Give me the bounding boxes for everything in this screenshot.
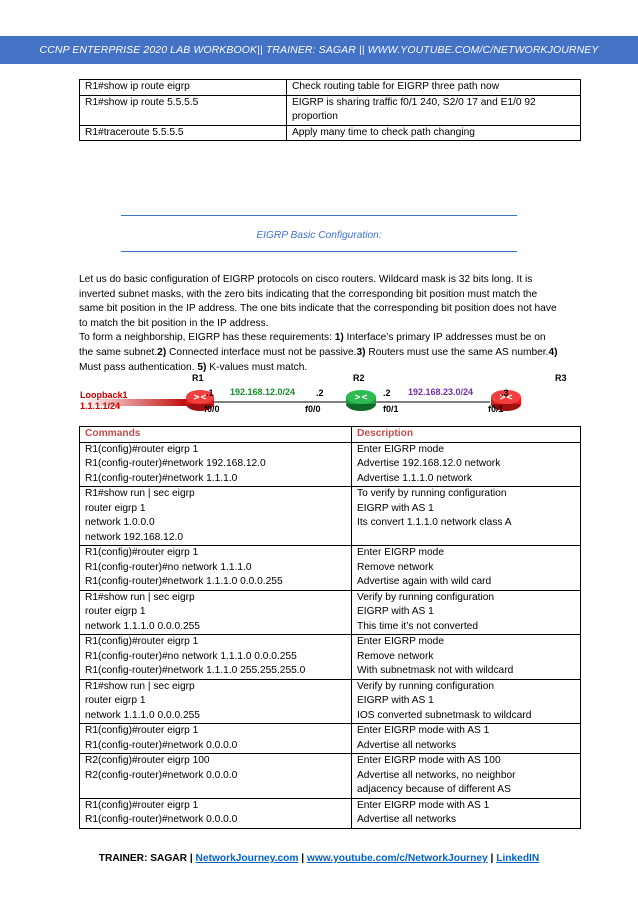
commands-cell-line: R1(config-router)#no network 1.1.1.0 0.0.0.255 bbox=[85, 650, 297, 662]
commands-cell-line: R2(config)#router eigrp 100 bbox=[85, 755, 210, 766]
commands-cell-line: R1#show run | sec eigrp bbox=[85, 488, 195, 499]
section-rule-bottom bbox=[121, 251, 517, 252]
section-title: EIGRP Basic Configuration: bbox=[256, 230, 382, 241]
r1-interface: f0/0 bbox=[204, 404, 220, 414]
router-r3-label: R3 bbox=[555, 373, 567, 383]
description-cell-line: Advertise all networks bbox=[357, 814, 457, 825]
commands-cell bbox=[80, 487, 352, 546]
header-description: Description bbox=[352, 427, 581, 443]
commands-cell-line: R1(config-router)#network 1.1.1.0 0.0.0.255 bbox=[85, 576, 283, 587]
command-cell: R1#show ip route eigrp bbox=[80, 80, 287, 96]
description-cell-line: EIGRP with AS 1 bbox=[357, 502, 434, 514]
r1-host-id: .1 bbox=[206, 388, 214, 398]
description-cell-line: Its convert 1.1.1.0 network class A bbox=[357, 517, 512, 528]
router-r2-icon bbox=[346, 390, 376, 411]
r2-right-interface: f0/1 bbox=[383, 404, 399, 414]
commands-cell-line: R1(config-router)#network 0.0.0.0 bbox=[85, 814, 238, 825]
commands-cell bbox=[80, 724, 352, 754]
table-row bbox=[80, 546, 581, 591]
r2-left-interface: f0/0 bbox=[305, 404, 321, 414]
table-row bbox=[80, 80, 581, 96]
commands-cell-line: R1#show run | sec eigrp bbox=[85, 591, 195, 603]
router-r1-label: R1 bbox=[192, 373, 204, 383]
commands-cell bbox=[80, 635, 352, 680]
description-cell bbox=[352, 679, 581, 724]
commands-cell-line: R1(config)#router eigrp 1 bbox=[85, 443, 199, 455]
description-cell-line: To verify by running configuration bbox=[357, 488, 507, 499]
r3-interface: f0/1 bbox=[488, 404, 504, 414]
header-banner: CCNP ENTERPRISE 2020 LAB WORKBOOK|| TRAINER: SAGAR || WWW.YOUTUBE.COM/C/NETWORKJOURNEY bbox=[0, 36, 638, 64]
footer-link-youtube[interactable]: www.youtube.com/c/NetworkJourney bbox=[306, 853, 488, 864]
commands-cell-line: network 1.0.0.0 bbox=[85, 517, 155, 528]
description-cell-line: Advertise all networks bbox=[357, 739, 457, 751]
commands-cell-line: R1(config)#router eigrp 1 bbox=[85, 636, 199, 647]
commands-cell-line: network 192.168.12.0 bbox=[85, 531, 183, 543]
commands-cell bbox=[80, 798, 352, 828]
r3-host-id: .3 bbox=[501, 388, 509, 398]
commands-cell bbox=[80, 546, 352, 591]
intro-paragraph-2: To form a neighborship, EIGRP has these requirements: 1) Interface’s primary IP addresses must be on the same subnet.2) Connected interface must not be passive.3) Routers must use the same AS number.4) Must pass authentication. 5) K-values must match. bbox=[79, 332, 558, 373]
section-rule-top bbox=[121, 215, 517, 216]
commands-cell-line: R1#show run | sec eigrp bbox=[85, 680, 195, 692]
footer-link-networkjourney[interactable]: NetworkJourney.com bbox=[195, 853, 299, 864]
description-cell-line: Advertise all networks, no neighbor bbox=[357, 769, 516, 781]
commands-cell-line: R1(config)#router eigrp 1 bbox=[85, 725, 199, 736]
commands-cell-line: router eigrp 1 bbox=[85, 502, 146, 514]
description-cell-line: With subnetmask not with wildcard bbox=[357, 665, 514, 676]
commands-cell bbox=[80, 679, 352, 724]
commands-cell bbox=[80, 442, 352, 487]
commands-cell-line: router eigrp 1 bbox=[85, 695, 146, 706]
description-cell bbox=[352, 487, 581, 546]
link2-subnet: 192.168.23.0/24 bbox=[408, 387, 474, 397]
description-cell-line: Advertise 1.1.1.0 network bbox=[357, 472, 472, 484]
command-table-top bbox=[79, 79, 581, 141]
commands-cell-line: R1(config-router)#network 0.0.0.0 bbox=[85, 739, 238, 751]
description-cell bbox=[352, 798, 581, 828]
table-row bbox=[80, 125, 581, 141]
description-cell bbox=[352, 546, 581, 591]
description-cell-line: Remove network bbox=[357, 650, 434, 662]
footer: TRAINER: SAGAR | NetworkJourney.com | www.youtube.com/c/NetworkJourney | LinkedIN bbox=[98, 853, 540, 864]
command-cell: R1#show ip route 5.5.5.5 bbox=[80, 95, 287, 125]
description-cell-line: EIGRP with AS 1 bbox=[357, 606, 434, 617]
link1-subnet: 192.168.12.0/24 bbox=[230, 387, 296, 397]
description-cell bbox=[352, 724, 581, 754]
commands-cell bbox=[80, 590, 352, 635]
table-row bbox=[80, 754, 581, 799]
description-cell bbox=[287, 80, 581, 96]
table-row bbox=[80, 679, 581, 724]
description-cell bbox=[287, 125, 581, 141]
table-row bbox=[80, 95, 581, 125]
commands-cell-line: network 1.1.1.0 0.0.0.255 bbox=[85, 620, 200, 632]
commands-cell bbox=[80, 754, 352, 799]
description-cell-line: proportion bbox=[292, 111, 338, 122]
commands-cell-line: R1(config-router)#network 192.168.12.0 bbox=[85, 458, 266, 469]
description-cell-line: Apply many time to check path changing bbox=[292, 126, 475, 138]
commands-cell-line: R1(config)#router eigrp 1 bbox=[85, 547, 199, 558]
footer-link-linkedin[interactable]: LinkedIN bbox=[496, 853, 540, 864]
commands-cell-line: R2(config-router)#network 0.0.0.0 bbox=[85, 769, 238, 781]
commands-cell-line: network 1.1.1.0 0.0.0.255 bbox=[85, 709, 200, 721]
description-cell-line: EIGRP with AS 1 bbox=[357, 695, 434, 706]
r2-right-host-id: .2 bbox=[383, 388, 391, 398]
description-cell bbox=[352, 635, 581, 680]
commands-cell-line: R1(config-router)#network 1.1.1.0 255.255.255.0 bbox=[85, 665, 306, 676]
commands-cell-line: router eigrp 1 bbox=[85, 606, 146, 617]
description-cell-line: Remove network bbox=[357, 561, 434, 573]
description-cell bbox=[352, 590, 581, 635]
description-cell-line: IOS converted subnetmask to wildcard bbox=[357, 709, 532, 721]
description-cell-line: Enter EIGRP mode with AS 1 bbox=[357, 725, 490, 736]
commands-cell-line: R1(config-router)#no network 1.1.1.0 bbox=[85, 561, 252, 573]
description-cell bbox=[287, 95, 581, 125]
table-row bbox=[80, 442, 581, 487]
description-cell-line: Enter EIGRP mode with AS 100 bbox=[357, 755, 501, 766]
table-header-row bbox=[80, 427, 581, 443]
description-cell bbox=[352, 754, 581, 799]
table-row bbox=[80, 724, 581, 754]
loopback-label: Loopback1 bbox=[80, 390, 128, 400]
table-row bbox=[80, 798, 581, 828]
command-cell: R1#traceroute 5.5.5.5 bbox=[80, 125, 287, 141]
router-r2-label: R2 bbox=[353, 373, 365, 383]
table-row bbox=[80, 487, 581, 546]
commands-cell-line: R1(config)#router eigrp 1 bbox=[85, 799, 199, 811]
description-cell-line: Enter EIGRP mode with AS 1 bbox=[357, 799, 490, 811]
header-commands: Commands bbox=[80, 427, 352, 443]
description-cell-line: adjacency because of different AS bbox=[357, 784, 511, 795]
loopback-ip: 1.1.1.1/24 bbox=[80, 401, 121, 411]
description-cell-line: Enter EIGRP mode bbox=[357, 547, 445, 558]
table-row bbox=[80, 590, 581, 635]
r2-left-host-id: .2 bbox=[316, 388, 324, 398]
description-cell-line: Check routing table for EIGRP three path now bbox=[292, 81, 500, 92]
description-cell-line: Advertise again with wild card bbox=[357, 576, 492, 587]
description-cell bbox=[352, 442, 581, 487]
eigrp-config-table bbox=[79, 426, 581, 829]
description-cell-line: Advertise 192.168.12.0 network bbox=[357, 458, 501, 469]
description-cell-line: This time it’s not converted bbox=[357, 620, 478, 632]
description-cell-line: EIGRP is sharing traffic f0/1 240, S2/0 17 and E1/0 92 bbox=[292, 96, 536, 108]
commands-cell-line: R1(config-router)#network 1.1.1.0 bbox=[85, 472, 238, 484]
intro-paragraph-1: Let us do basic configuration of EIGRP protocols on cisco routers. Wildcard mask is 32 bits long. It is inverted subnet masks, with the zero bits indicating that the corresponding bit position must match the same bit position in the IP address. The one bits indicate that the corresponding bit position does not have to match the bit position in the IP address. bbox=[79, 274, 557, 329]
network-topology-diagram bbox=[78, 372, 588, 420]
description-cell-line: Enter EIGRP mode bbox=[357, 636, 445, 647]
intro-text bbox=[79, 273, 561, 375]
description-cell-line: Verify by running configuration bbox=[357, 680, 495, 692]
table-row bbox=[80, 635, 581, 680]
description-cell-line: Verify by running configuration bbox=[357, 591, 495, 603]
description-cell-line: Enter EIGRP mode bbox=[357, 443, 445, 455]
